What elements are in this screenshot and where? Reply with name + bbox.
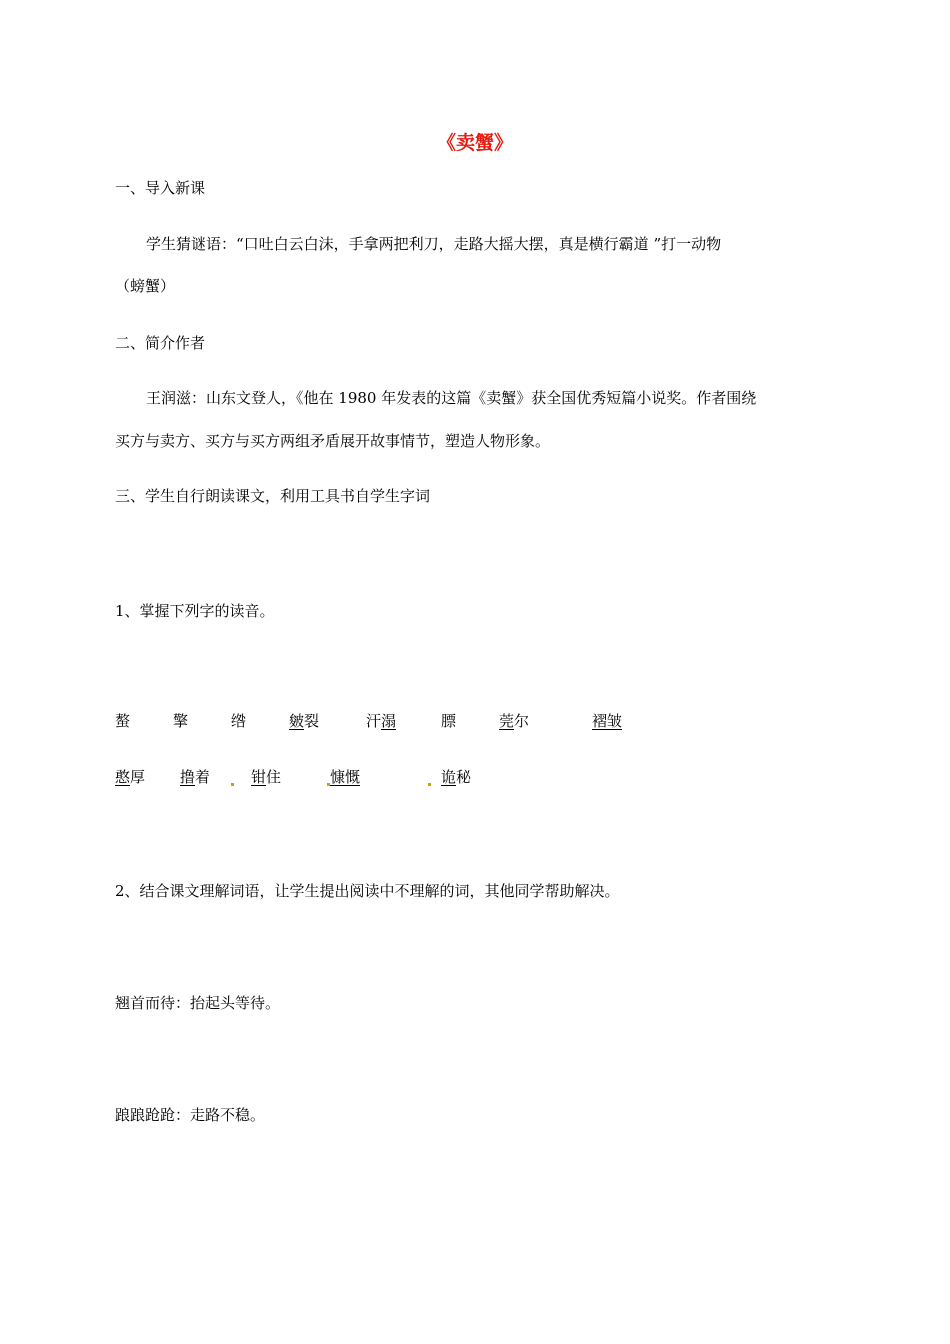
- vocab-word: [499, 714, 529, 729]
- vocab-target-char: 撸: [180, 768, 196, 786]
- item-pronunciation: 1、掌握下列字的读音。: [115, 602, 275, 620]
- vocab-char: 擎: [173, 712, 189, 730]
- section-heading-author: 二、简介作者: [115, 334, 206, 352]
- author-paragraph-line1: 王润滋：山东文登人，《他在 1980 年发表的这篇《卖蟹》获全国优秀短篇小说奖。作者围绕: [146, 389, 757, 407]
- vocab-rest: 着: [195, 768, 211, 786]
- vocab-target-char: 憨: [115, 768, 131, 786]
- vocab-word: 褶皱: [592, 712, 623, 730]
- vocab-word: [366, 714, 396, 729]
- vocab-rest: 汗: [366, 712, 382, 730]
- vocab-target-char: 钳: [251, 768, 267, 786]
- vocab-rest: 尔: [514, 712, 530, 730]
- vocab-word: 慷慨: [330, 768, 361, 786]
- riddle-paragraph-line1: 学生猜谜语：“口吐白云白沫，手拿两把利刀，走路大摇大摆，真是横行霸道 ”打一动物: [146, 235, 722, 253]
- vocab-char: 绺: [231, 712, 247, 730]
- vocab-char: 膘: [441, 712, 457, 730]
- vocab-rest: 厚: [130, 768, 146, 786]
- section-heading-reading: 三、学生自行朗读课文，利用工具书自学生字词: [115, 487, 431, 505]
- item-vocabulary-understanding: 2、结合课文理解词语，让学生提出阅读中不理解的词，其他同学帮助解决。: [115, 882, 620, 900]
- vocab-target-char: 溻: [381, 712, 397, 730]
- mark-dot: [428, 783, 431, 786]
- vocab-word: [251, 770, 281, 785]
- vocab-word: [115, 770, 145, 785]
- definition-qiaoshou: 翘首而待：抬起头等待。: [115, 994, 281, 1012]
- definition-liangqiang: 踉踉跄跄：走路不稳。: [115, 1106, 266, 1124]
- vocab-rest: 裂: [304, 712, 320, 730]
- vocab-rest: 住: [266, 768, 282, 786]
- vocab-target-char: 皴: [289, 712, 305, 730]
- vocab-word: [441, 770, 471, 785]
- mark-dot: [231, 783, 234, 786]
- riddle-paragraph-line2: （螃蟹）: [115, 277, 176, 295]
- vocab-char: 螯: [115, 712, 131, 730]
- document-title: 《卖蟹》: [436, 132, 513, 154]
- author-paragraph-line2: 买方与卖方、买方与买方两组矛盾展开故事情节，塑造人物形象。: [115, 432, 551, 450]
- vocab-target-char: 诡: [441, 768, 457, 786]
- section-heading-intro: 一、导入新课: [115, 179, 206, 197]
- vocab-word: [180, 770, 210, 785]
- vocab-word: [289, 714, 319, 729]
- vocab-rest: 秘: [456, 768, 472, 786]
- vocab-target-char: 莞: [499, 712, 515, 730]
